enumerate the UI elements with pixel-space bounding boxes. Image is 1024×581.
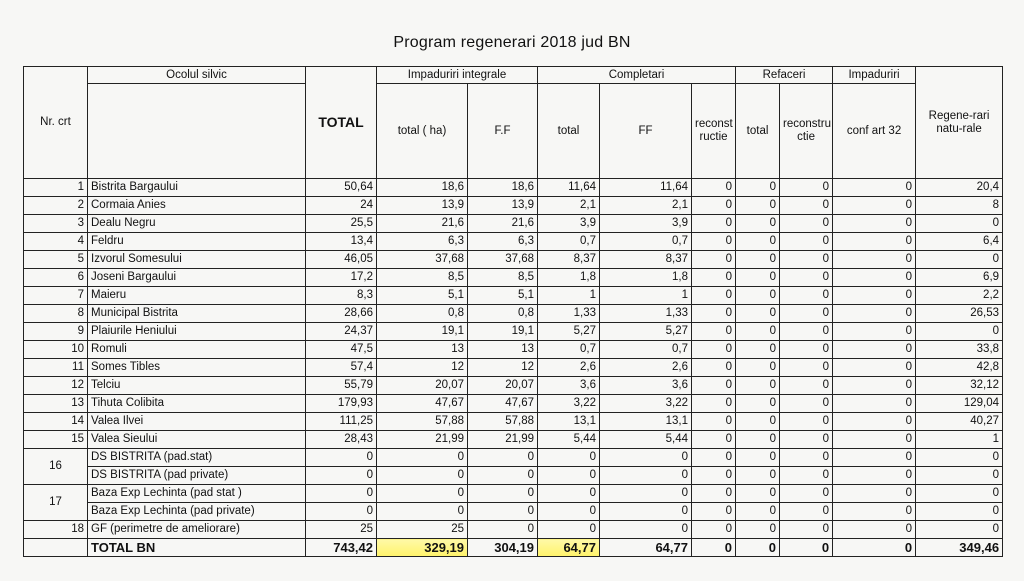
cell-cff: 1 (600, 287, 692, 305)
cell-ca: 0 (833, 467, 916, 485)
cell-rt: 0 (736, 377, 780, 395)
cell-it: 12 (377, 359, 468, 377)
cell-ct: 0 (538, 467, 600, 485)
cell-cr: 0 (692, 233, 736, 251)
row-number: 13 (24, 395, 88, 413)
cell-total: 28,66 (306, 305, 377, 323)
header-refaceri: Refaceri (736, 67, 833, 84)
header-nr-crt: Nr. crt (24, 67, 88, 179)
cell-total: 111,25 (306, 413, 377, 431)
cell-cff: 0,7 (600, 233, 692, 251)
cell-cff: 0 (600, 521, 692, 539)
cell-rr: 0 (780, 251, 833, 269)
document-title: Program regenerari 2018 jud BN (393, 34, 631, 51)
cell-rr: 0 (780, 503, 833, 521)
cell-ca: 0 (833, 521, 916, 539)
cell-ct: 1 (538, 287, 600, 305)
cell-ct: 5,44 (538, 431, 600, 449)
cell-rt: 0 (736, 413, 780, 431)
cell-rn: 0 (916, 503, 1003, 521)
cell-rr: 0 (780, 395, 833, 413)
cell-total: 24,37 (306, 323, 377, 341)
table-row (24, 323, 1003, 341)
cell-cff: 0 (600, 503, 692, 521)
cell-ca: 0 (833, 179, 916, 197)
cell-rr: 0 (780, 413, 833, 431)
cell-rt: 0 (736, 305, 780, 323)
row-number: 11 (24, 359, 88, 377)
cell-it: 13,9 (377, 197, 468, 215)
cell-ct: 13,1 (538, 413, 600, 431)
cell-cff: 3,22 (600, 395, 692, 413)
header-imp-ff: F.F (468, 84, 538, 179)
total-row (24, 539, 1003, 557)
cell-rt: 0 (736, 341, 780, 359)
cell-iff: 37,68 (468, 251, 538, 269)
row-number: 15 (24, 431, 88, 449)
cell-ct: 0 (538, 449, 600, 467)
row-number: 7 (24, 287, 88, 305)
cell-total: 8,3 (306, 287, 377, 305)
row-ocol-name: Somes Tibles (88, 359, 306, 377)
cell-ct: 0 (538, 503, 600, 521)
cell-iff: 0 (468, 503, 538, 521)
cell-ca: 0 (833, 377, 916, 395)
cell-it: 19,1 (377, 323, 468, 341)
row-number: 14 (24, 413, 88, 431)
cell-cr: 0 (692, 449, 736, 467)
table-row (24, 485, 1003, 503)
cell-ca: 0 (833, 251, 916, 269)
table-row (24, 467, 1003, 485)
row-number: 12 (24, 377, 88, 395)
regeneration-table (23, 66, 1003, 557)
cell-total: 55,79 (306, 377, 377, 395)
cell-it: 21,99 (377, 431, 468, 449)
cell-rr: 0 (780, 233, 833, 251)
cell-it: 0 (377, 449, 468, 467)
table-row (24, 215, 1003, 233)
cell-rt: 0 (736, 287, 780, 305)
cell-rn: 0 (916, 467, 1003, 485)
table-body (24, 179, 1003, 557)
cell-rr: 0 (780, 287, 833, 305)
cell-it: 47,67 (377, 395, 468, 413)
cell-rt: 0 (736, 395, 780, 413)
cell-rt: 0 (736, 233, 780, 251)
header-completari: Completari (538, 67, 736, 84)
cell-total: 57,4 (306, 359, 377, 377)
cell-cr: 0 (692, 305, 736, 323)
cell-cff: 5,27 (600, 323, 692, 341)
row-ocol-name: Cormaia Anies (88, 197, 306, 215)
row-number: 8 (24, 305, 88, 323)
cell-ct: 0,7 (538, 341, 600, 359)
cell-cff: 11,64 (600, 179, 692, 197)
cell-rn: 0 (916, 215, 1003, 233)
cell-rn: 8 (916, 197, 1003, 215)
cell-rt: 0 (736, 179, 780, 197)
cell-rr: 0 (780, 521, 833, 539)
cell-iff: 0 (468, 521, 538, 539)
cell-rt: 0 (736, 323, 780, 341)
total-row-blank (24, 539, 88, 557)
cell-ca: 0 (833, 269, 916, 287)
row-number: 3 (24, 215, 88, 233)
row-number: 10 (24, 341, 88, 359)
cell-ct: 11,64 (538, 179, 600, 197)
cell-rt: 0 (736, 359, 780, 377)
table-row (24, 521, 1003, 539)
cell-it: 57,88 (377, 413, 468, 431)
cell-it: 0,8 (377, 305, 468, 323)
table-row (24, 395, 1003, 413)
total-cell-iff: 304,19 (468, 539, 538, 557)
cell-cr: 0 (692, 395, 736, 413)
cell-cff: 8,37 (600, 251, 692, 269)
row-ocol-name: Maieru (88, 287, 306, 305)
cell-it: 0 (377, 485, 468, 503)
cell-iff: 0 (468, 449, 538, 467)
cell-cff: 0 (600, 467, 692, 485)
row-ocol-name: Valea Ilvei (88, 413, 306, 431)
cell-iff: 19,1 (468, 323, 538, 341)
cell-cr: 0 (692, 197, 736, 215)
cell-rn: 32,12 (916, 377, 1003, 395)
cell-rn: 0 (916, 449, 1003, 467)
cell-ct: 0,7 (538, 233, 600, 251)
cell-iff: 21,99 (468, 431, 538, 449)
total-cell-rr: 0 (780, 539, 833, 557)
cell-cr: 0 (692, 215, 736, 233)
cell-cff: 2,1 (600, 197, 692, 215)
cell-cff: 13,1 (600, 413, 692, 431)
cell-total: 0 (306, 467, 377, 485)
cell-cr: 0 (692, 323, 736, 341)
cell-ca: 0 (833, 395, 916, 413)
cell-rt: 0 (736, 521, 780, 539)
cell-rt: 0 (736, 215, 780, 233)
cell-it: 18,6 (377, 179, 468, 197)
cell-ca: 0 (833, 341, 916, 359)
row-ocol-name: Municipal Bistrita (88, 305, 306, 323)
cell-ca: 0 (833, 215, 916, 233)
cell-total: 13,4 (306, 233, 377, 251)
cell-ct: 3,6 (538, 377, 600, 395)
cell-rr: 0 (780, 341, 833, 359)
cell-iff: 47,67 (468, 395, 538, 413)
cell-cff: 3,6 (600, 377, 692, 395)
cell-ct: 0 (538, 485, 600, 503)
cell-ca: 0 (833, 359, 916, 377)
total-cell-ct: 64,77 (538, 539, 600, 557)
row-number: 4 (24, 233, 88, 251)
total-cell-total: 743,42 (306, 539, 377, 557)
cell-iff: 5,1 (468, 287, 538, 305)
cell-rr: 0 (780, 305, 833, 323)
cell-total: 50,64 (306, 179, 377, 197)
cell-ct: 2,1 (538, 197, 600, 215)
cell-rr: 0 (780, 449, 833, 467)
header-conf-art: conf art 32 (833, 84, 916, 179)
table-row (24, 305, 1003, 323)
cell-rt: 0 (736, 431, 780, 449)
cell-rt: 0 (736, 269, 780, 287)
cell-ct: 0 (538, 521, 600, 539)
cell-rr: 0 (780, 269, 833, 287)
cell-ct: 2,6 (538, 359, 600, 377)
cell-iff: 0 (468, 485, 538, 503)
cell-ca: 0 (833, 413, 916, 431)
cell-rr: 0 (780, 467, 833, 485)
cell-cr: 0 (692, 503, 736, 521)
cell-rn: 1 (916, 431, 1003, 449)
cell-it: 6,3 (377, 233, 468, 251)
cell-it: 20,07 (377, 377, 468, 395)
cell-ca: 0 (833, 305, 916, 323)
cell-total: 24 (306, 197, 377, 215)
cell-it: 13 (377, 341, 468, 359)
cell-ca: 0 (833, 431, 916, 449)
cell-iff: 6,3 (468, 233, 538, 251)
cell-rr: 0 (780, 197, 833, 215)
cell-ct: 1,33 (538, 305, 600, 323)
cell-ca: 0 (833, 197, 916, 215)
cell-total: 25,5 (306, 215, 377, 233)
cell-rn: 42,8 (916, 359, 1003, 377)
row-ocol-name: DS BISTRITA (pad.stat) (88, 449, 306, 467)
table-row (24, 449, 1003, 467)
cell-it: 8,5 (377, 269, 468, 287)
cell-iff: 0,8 (468, 305, 538, 323)
cell-ca: 0 (833, 449, 916, 467)
cell-rr: 0 (780, 485, 833, 503)
row-ocol-name: Valea Sieului (88, 431, 306, 449)
row-ocol-name: Bistrita Bargaului (88, 179, 306, 197)
row-ocol-name: Tihuta Colibita (88, 395, 306, 413)
row-number: 9 (24, 323, 88, 341)
cell-it: 5,1 (377, 287, 468, 305)
cell-ca: 0 (833, 233, 916, 251)
total-cell-cr: 0 (692, 539, 736, 557)
cell-iff: 57,88 (468, 413, 538, 431)
cell-cff: 0 (600, 485, 692, 503)
cell-cff: 0,7 (600, 341, 692, 359)
header-ocolul-blank (88, 84, 306, 179)
cell-rn: 0 (916, 323, 1003, 341)
row-ocol-name: Joseni Bargaului (88, 269, 306, 287)
row-number: 2 (24, 197, 88, 215)
cell-rn: 2,2 (916, 287, 1003, 305)
table-row (24, 503, 1003, 521)
header-comp-total: total (538, 84, 600, 179)
cell-it: 0 (377, 503, 468, 521)
cell-cr: 0 (692, 359, 736, 377)
header-total: TOTAL (306, 67, 377, 179)
cell-cr: 0 (692, 431, 736, 449)
cell-cff: 5,44 (600, 431, 692, 449)
cell-cr: 0 (692, 485, 736, 503)
cell-cff: 3,9 (600, 215, 692, 233)
table-row (24, 359, 1003, 377)
cell-iff: 13 (468, 341, 538, 359)
cell-ct: 5,27 (538, 323, 600, 341)
row-number: 1 (24, 179, 88, 197)
cell-cr: 0 (692, 467, 736, 485)
row-number: 18 (24, 521, 88, 539)
cell-rn: 129,04 (916, 395, 1003, 413)
cell-iff: 20,07 (468, 377, 538, 395)
cell-rt: 0 (736, 503, 780, 521)
cell-ca: 0 (833, 503, 916, 521)
cell-ct: 1,8 (538, 269, 600, 287)
cell-it: 0 (377, 467, 468, 485)
total-cell-ca: 0 (833, 539, 916, 557)
row-ocol-name: Romuli (88, 341, 306, 359)
table-row (24, 179, 1003, 197)
cell-iff: 8,5 (468, 269, 538, 287)
total-cell-it: 329,19 (377, 539, 468, 557)
total-row-label: TOTAL BN (88, 539, 306, 557)
cell-rr: 0 (780, 359, 833, 377)
table-row (24, 233, 1003, 251)
table-row (24, 269, 1003, 287)
header-comp-reconstructie: reconst ructie (692, 84, 736, 179)
cell-cr: 0 (692, 287, 736, 305)
cell-ct: 3,22 (538, 395, 600, 413)
row-ocol-name: DS BISTRITA (pad private) (88, 467, 306, 485)
header-regenerari: Regene-rari natu-rale (916, 67, 1003, 179)
cell-ca: 0 (833, 485, 916, 503)
row-ocol-name: Telciu (88, 377, 306, 395)
total-cell-cff: 64,77 (600, 539, 692, 557)
header-imp-total: total ( ha) (377, 84, 468, 179)
cell-total: 17,2 (306, 269, 377, 287)
cell-ct: 8,37 (538, 251, 600, 269)
header-comp-ff: FF (600, 84, 692, 179)
cell-rn: 0 (916, 251, 1003, 269)
table-row (24, 197, 1003, 215)
header-impaduriri-integrale: Impaduriri integrale (377, 67, 538, 84)
table-row (24, 413, 1003, 431)
cell-rr: 0 (780, 377, 833, 395)
cell-cr: 0 (692, 377, 736, 395)
row-ocol-name: Baza Exp Lechinta (pad private) (88, 503, 306, 521)
cell-rr: 0 (780, 431, 833, 449)
cell-iff: 13,9 (468, 197, 538, 215)
total-cell-rt: 0 (736, 539, 780, 557)
header-impaduriri: Impaduriri (833, 67, 916, 84)
row-number: 16 (24, 449, 88, 485)
row-ocol-name: GF (perimetre de ameliorare) (88, 521, 306, 539)
row-ocol-name: Dealu Negru (88, 215, 306, 233)
cell-ca: 0 (833, 323, 916, 341)
cell-rt: 0 (736, 449, 780, 467)
cell-rn: 0 (916, 485, 1003, 503)
row-number: 5 (24, 251, 88, 269)
cell-rn: 33,8 (916, 341, 1003, 359)
cell-cr: 0 (692, 413, 736, 431)
row-ocol-name: Plaiurile Heniului (88, 323, 306, 341)
cell-iff: 0 (468, 467, 538, 485)
cell-total: 179,93 (306, 395, 377, 413)
cell-rt: 0 (736, 197, 780, 215)
cell-rn: 6,4 (916, 233, 1003, 251)
cell-rt: 0 (736, 485, 780, 503)
table-row (24, 341, 1003, 359)
cell-cr: 0 (692, 521, 736, 539)
cell-cr: 0 (692, 251, 736, 269)
cell-cff: 2,6 (600, 359, 692, 377)
cell-total: 25 (306, 521, 377, 539)
cell-cff: 0 (600, 449, 692, 467)
table-row (24, 287, 1003, 305)
cell-cr: 0 (692, 341, 736, 359)
cell-rn: 20,4 (916, 179, 1003, 197)
cell-total: 0 (306, 449, 377, 467)
cell-it: 21,6 (377, 215, 468, 233)
cell-it: 25 (377, 521, 468, 539)
cell-ca: 0 (833, 287, 916, 305)
cell-rn: 0 (916, 521, 1003, 539)
row-number: 6 (24, 269, 88, 287)
cell-rt: 0 (736, 467, 780, 485)
header-ref-total: total (736, 84, 780, 179)
cell-rr: 0 (780, 215, 833, 233)
cell-ct: 3,9 (538, 215, 600, 233)
table-row (24, 251, 1003, 269)
total-cell-rn: 349,46 (916, 539, 1003, 557)
cell-rr: 0 (780, 323, 833, 341)
row-number: 17 (24, 485, 88, 521)
table-row (24, 377, 1003, 395)
cell-cr: 0 (692, 179, 736, 197)
cell-cff: 1,33 (600, 305, 692, 323)
cell-iff: 21,6 (468, 215, 538, 233)
cell-total: 28,43 (306, 431, 377, 449)
cell-rr: 0 (780, 179, 833, 197)
cell-rn: 26,53 (916, 305, 1003, 323)
cell-rt: 0 (736, 251, 780, 269)
table-row (24, 431, 1003, 449)
cell-iff: 12 (468, 359, 538, 377)
cell-cr: 0 (692, 269, 736, 287)
header-ocolul: Ocolul silvic (88, 67, 306, 84)
cell-rn: 6,9 (916, 269, 1003, 287)
cell-iff: 18,6 (468, 179, 538, 197)
cell-it: 37,68 (377, 251, 468, 269)
cell-total: 0 (306, 503, 377, 521)
row-ocol-name: Feldru (88, 233, 306, 251)
cell-total: 47,5 (306, 341, 377, 359)
cell-rn: 40,27 (916, 413, 1003, 431)
cell-total: 46,05 (306, 251, 377, 269)
header-ref-reconstructie: reconstru ctie (780, 84, 833, 179)
cell-total: 0 (306, 485, 377, 503)
cell-cff: 1,8 (600, 269, 692, 287)
row-ocol-name: Izvorul Somesului (88, 251, 306, 269)
row-ocol-name: Baza Exp Lechinta (pad stat ) (88, 485, 306, 503)
